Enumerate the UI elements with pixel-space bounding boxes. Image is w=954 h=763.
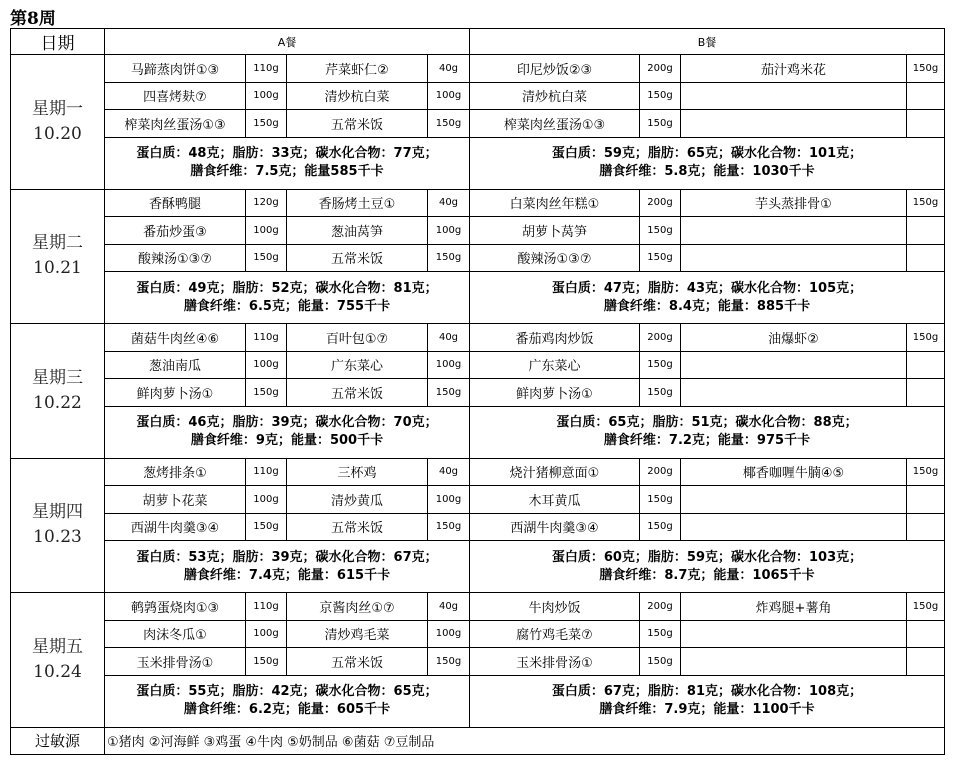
dish-row xyxy=(11,351,945,379)
dish-row xyxy=(11,55,945,83)
b-nutrition-cell xyxy=(470,272,945,324)
a-dish-main-weight: 100g xyxy=(246,486,287,514)
weekday-label: 星期三 xyxy=(32,367,83,388)
b-dish-side-weight: 150g xyxy=(907,324,945,352)
a-dish-main: 胡萝卜花菜 xyxy=(105,486,246,514)
nutrition-row xyxy=(11,541,945,593)
a-dish-main-weight: 110g xyxy=(246,55,287,83)
b-dish-main: 腐竹鸡毛菜⑦ xyxy=(470,620,640,648)
a-nutrition-line1: 蛋白质：48克；脂肪：33克；碳水化合物：77克； xyxy=(136,146,438,161)
b-dish-side: 茄汁鸡米花 xyxy=(681,55,907,83)
b-dish-main-weight: 150g xyxy=(640,486,681,514)
a-dish-side: 百叶包①⑦ xyxy=(287,324,428,352)
a-dish-main-weight: 100g xyxy=(246,82,287,110)
b-dish-main: 鲜肉萝卜汤① xyxy=(470,379,640,407)
nutrition-row xyxy=(11,406,945,458)
a-nutrition-cell xyxy=(105,406,470,458)
weekday-label: 星期二 xyxy=(32,233,83,254)
a-dish-main: 香酥鸭腿 xyxy=(105,189,246,217)
b-dish-main: 西湖牛肉羹③④ xyxy=(470,513,640,541)
a-dish-side: 清炒鸡毛菜 xyxy=(287,620,428,648)
a-dish-main: 榨菜肉丝蛋汤①③ xyxy=(105,110,246,138)
b-dish-main-weight: 150g xyxy=(640,513,681,541)
date-label: 10.23 xyxy=(33,527,82,548)
a-nutrition-line1: 蛋白质：46克；脂肪：39克；碳水化合物：70克； xyxy=(136,415,438,430)
b-dish-side: 芋头蒸排骨① xyxy=(681,189,907,217)
a-dish-side-weight: 150g xyxy=(428,110,470,138)
b-dish-side-weight: 150g xyxy=(907,593,945,621)
dish-row xyxy=(11,82,945,110)
a-dish-side: 芹菜虾仁② xyxy=(287,55,428,83)
nutrition-row xyxy=(11,272,945,324)
b-dish-main: 牛肉炒饭 xyxy=(470,593,640,621)
b-dish-side: 椰香咖喱牛腩④⑤ xyxy=(681,458,907,486)
a-dish-side: 五常米饭 xyxy=(287,244,428,272)
b-dish-main-weight: 150g xyxy=(640,244,681,272)
b-dish-side xyxy=(681,486,907,514)
a-dish-side-weight: 150g xyxy=(428,648,470,676)
a-dish-side-weight: 150g xyxy=(428,379,470,407)
a-nutrition-cell xyxy=(105,541,470,593)
date-label: 10.21 xyxy=(33,258,82,279)
b-nutrition-line2: 膳食纤维：5.8克；能量：1030千卡 xyxy=(599,164,815,179)
a-nutrition-line2: 膳食纤维：7.4克；能量：615千卡 xyxy=(183,567,391,583)
a-dish-side: 广东菜心 xyxy=(287,351,428,379)
b-dish-side-weight xyxy=(907,110,945,138)
a-dish-side-weight: 100g xyxy=(428,82,470,110)
b-dish-side-weight xyxy=(907,620,945,648)
b-dish-main: 木耳黄瓜 xyxy=(470,486,640,514)
weekday-label: 星期五 xyxy=(32,636,83,657)
b-dish-side-weight xyxy=(907,82,945,110)
a-nutrition-cell xyxy=(105,272,470,324)
a-dish-main-weight: 100g xyxy=(246,620,287,648)
b-dish-main-weight: 150g xyxy=(640,379,681,407)
a-dish-side: 五常米饭 xyxy=(287,513,428,541)
a-dish-side: 三杯鸡 xyxy=(287,458,428,486)
a-nutrition-line1: 蛋白质：53克；脂肪：39克；碳水化合物：67克； xyxy=(136,549,438,565)
date-header: 日期 xyxy=(11,29,105,55)
a-dish-side-weight: 40g xyxy=(428,458,470,486)
b-dish-side-weight: 150g xyxy=(907,458,945,486)
a-nutrition-line2: 膳食纤维：6.5克；能量：755千卡 xyxy=(183,298,391,314)
a-dish-main-weight: 150g xyxy=(246,648,287,676)
day-cell xyxy=(11,55,105,190)
a-nutrition-line1: 蛋白质：55克；脂肪：42克；碳水化合物：65克； xyxy=(136,684,438,699)
day-cell xyxy=(11,593,105,728)
a-dish-main: 鲜肉萝卜汤① xyxy=(105,379,246,407)
b-dish-side xyxy=(681,217,907,245)
a-dish-main-weight: 150g xyxy=(246,379,287,407)
b-dish-side xyxy=(681,648,907,676)
b-nutrition-cell xyxy=(470,541,945,593)
dish-row xyxy=(11,379,945,407)
b-dish-main-weight: 200g xyxy=(640,189,681,217)
a-dish-main-weight: 120g xyxy=(246,189,287,217)
a-dish-side-weight: 150g xyxy=(428,244,470,272)
b-nutrition-line1: 蛋白质：67克；脂肪：81克；碳水化合物：108克； xyxy=(551,684,863,699)
a-dish-main-weight: 110g xyxy=(246,458,287,486)
dish-row xyxy=(11,513,945,541)
dish-row xyxy=(11,217,945,245)
date-label: 10.24 xyxy=(33,661,82,682)
b-dish-main: 广东菜心 xyxy=(470,351,640,379)
b-dish-side-weight xyxy=(907,217,945,245)
a-dish-side-weight: 40g xyxy=(428,55,470,83)
dish-row xyxy=(11,110,945,138)
dish-row xyxy=(11,324,945,352)
b-dish-main-weight: 150g xyxy=(640,82,681,110)
b-dish-main-weight: 150g xyxy=(640,351,681,379)
week-title: 第8周 xyxy=(10,9,56,29)
b-nutrition-line2: 膳食纤维：7.9克；能量：1100千卡 xyxy=(599,702,815,717)
nutrition-row xyxy=(11,137,945,189)
a-dish-side: 京酱肉丝①⑦ xyxy=(287,593,428,621)
b-dish-main-weight: 150g xyxy=(640,110,681,138)
a-dish-side-weight: 40g xyxy=(428,189,470,217)
b-dish-main: 清炒杭白菜 xyxy=(470,82,640,110)
a-dish-side: 清炒黄瓜 xyxy=(287,486,428,514)
b-dish-side-weight xyxy=(907,351,945,379)
b-dish-side xyxy=(681,513,907,541)
a-dish-main: 酸辣汤①③⑦ xyxy=(105,244,246,272)
a-dish-main-weight: 110g xyxy=(246,324,287,352)
b-dish-main-weight: 200g xyxy=(640,458,681,486)
menu-table xyxy=(10,28,945,755)
a-dish-side: 清炒杭白菜 xyxy=(287,82,428,110)
dish-row xyxy=(11,458,945,486)
b-dish-side-weight xyxy=(907,648,945,676)
b-nutrition-line1: 蛋白质：60克；脂肪：59克；碳水化合物：103克； xyxy=(551,549,863,565)
b-dish-main-weight: 200g xyxy=(640,593,681,621)
b-dish-side xyxy=(681,351,907,379)
a-dish-side-weight: 150g xyxy=(428,513,470,541)
b-nutrition-line1: 蛋白质：47克；脂肪：43克；碳水化合物：105克； xyxy=(551,280,863,296)
b-nutrition-line2: 膳食纤维：7.2克；能量：975千卡 xyxy=(603,433,811,448)
a-nutrition-cell xyxy=(105,137,470,189)
a-dish-main-weight: 100g xyxy=(246,217,287,245)
a-dish-main: 鹌鹑蛋烧肉①③ xyxy=(105,593,246,621)
a-dish-side-weight: 40g xyxy=(428,593,470,621)
day-cell xyxy=(11,189,105,324)
b-nutrition-line2: 膳食纤维：8.7克；能量：1065千卡 xyxy=(599,567,815,583)
dish-row xyxy=(11,189,945,217)
b-nutrition-cell xyxy=(470,406,945,458)
header-row xyxy=(11,29,945,55)
b-dish-main-weight: 150g xyxy=(640,648,681,676)
dish-row xyxy=(11,244,945,272)
a-dish-main-weight: 110g xyxy=(246,593,287,621)
a-dish-side: 葱油莴笋 xyxy=(287,217,428,245)
meal-b-header: B餐 xyxy=(470,29,945,55)
date-label: 10.20 xyxy=(33,123,82,144)
a-dish-side: 五常米饭 xyxy=(287,110,428,138)
allergen-row xyxy=(11,727,945,754)
b-nutrition-line1: 蛋白质：59克；脂肪：65克；碳水化合物：101克； xyxy=(551,146,863,161)
a-dish-side: 香肠烤土豆① xyxy=(287,189,428,217)
b-dish-main-weight: 200g xyxy=(640,55,681,83)
b-dish-side-weight xyxy=(907,513,945,541)
b-dish-side xyxy=(681,82,907,110)
a-dish-main: 葱烤排条① xyxy=(105,458,246,486)
a-dish-main: 葱油南瓜 xyxy=(105,351,246,379)
b-dish-side-weight xyxy=(907,486,945,514)
a-dish-side-weight: 100g xyxy=(428,351,470,379)
a-nutrition-line1: 蛋白质：49克；脂肪：52克；碳水化合物：81克； xyxy=(136,280,438,296)
dish-row xyxy=(11,648,945,676)
a-dish-main: 菌菇牛肉丝④⑥ xyxy=(105,324,246,352)
a-dish-side: 五常米饭 xyxy=(287,648,428,676)
a-nutrition-line2: 膳食纤维：6.2克；能量：605千卡 xyxy=(183,702,391,717)
b-dish-side xyxy=(681,110,907,138)
a-nutrition-line2: 膳食纤维：9克；能量：500千卡 xyxy=(190,433,384,448)
b-dish-main-weight: 150g xyxy=(640,620,681,648)
allergen-legend: ①猪肉 ②河海鲜 ③鸡蛋 ④牛肉 ⑤奶制品 ⑥菌菇 ⑦豆制品 xyxy=(105,727,945,754)
allergen-label: 过敏源 xyxy=(11,727,105,754)
menu-body xyxy=(11,29,945,755)
b-dish-main-weight: 150g xyxy=(640,217,681,245)
a-dish-main: 四喜烤麸⑦ xyxy=(105,82,246,110)
dish-row xyxy=(11,486,945,514)
nutrition-row xyxy=(11,675,945,727)
a-nutrition-cell xyxy=(105,675,470,727)
b-dish-main: 酸辣汤①③⑦ xyxy=(470,244,640,272)
day-cell xyxy=(11,324,105,459)
a-dish-main-weight: 150g xyxy=(246,110,287,138)
b-dish-side: 油爆虾② xyxy=(681,324,907,352)
a-dish-main: 番茄炒蛋③ xyxy=(105,217,246,245)
a-dish-main: 玉米排骨汤① xyxy=(105,648,246,676)
a-dish-main-weight: 150g xyxy=(246,244,287,272)
b-dish-main: 烧汁猪柳意面① xyxy=(470,458,640,486)
b-dish-main: 番茄鸡肉炒饭 xyxy=(470,324,640,352)
b-dish-main-weight: 200g xyxy=(640,324,681,352)
b-dish-side-weight: 150g xyxy=(907,189,945,217)
b-nutrition-line1: 蛋白质：65克；脂肪：51克；碳水化合物：88克； xyxy=(556,415,858,430)
a-dish-side-weight: 100g xyxy=(428,217,470,245)
b-dish-main: 印尼炒饭②③ xyxy=(470,55,640,83)
dish-row xyxy=(11,620,945,648)
a-dish-main-weight: 100g xyxy=(246,351,287,379)
a-dish-side-weight: 40g xyxy=(428,324,470,352)
b-dish-side xyxy=(681,244,907,272)
a-dish-main: 西湖牛肉羹③④ xyxy=(105,513,246,541)
b-nutrition-cell xyxy=(470,675,945,727)
a-dish-side: 五常米饭 xyxy=(287,379,428,407)
a-dish-side-weight: 100g xyxy=(428,620,470,648)
weekday-label: 星期四 xyxy=(32,502,83,523)
a-dish-side-weight: 100g xyxy=(428,486,470,514)
b-dish-side: 炸鸡腿+薯角 xyxy=(681,593,907,621)
weekday-label: 星期一 xyxy=(32,98,83,119)
b-dish-side-weight xyxy=(907,379,945,407)
b-dish-main: 胡萝卜莴笋 xyxy=(470,217,640,245)
b-dish-main: 榨菜肉丝蛋汤①③ xyxy=(470,110,640,138)
b-nutrition-cell xyxy=(470,137,945,189)
date-label: 10.22 xyxy=(33,392,82,413)
a-dish-main: 肉沫冬瓜① xyxy=(105,620,246,648)
b-dish-side-weight: 150g xyxy=(907,55,945,83)
b-dish-side xyxy=(681,379,907,407)
a-dish-main-weight: 150g xyxy=(246,513,287,541)
b-nutrition-line2: 膳食纤维：8.4克；能量：885千卡 xyxy=(603,298,811,314)
a-dish-main: 马蹄蒸肉饼①③ xyxy=(105,55,246,83)
b-dish-main: 玉米排骨汤① xyxy=(470,648,640,676)
day-cell xyxy=(11,458,105,593)
b-dish-side-weight xyxy=(907,244,945,272)
meal-a-header: A餐 xyxy=(105,29,470,55)
b-dish-side xyxy=(681,620,907,648)
a-nutrition-line2: 膳食纤维：7.5克；能量585千卡 xyxy=(190,164,384,179)
dish-row xyxy=(11,593,945,621)
b-dish-main: 白菜肉丝年糕① xyxy=(470,189,640,217)
